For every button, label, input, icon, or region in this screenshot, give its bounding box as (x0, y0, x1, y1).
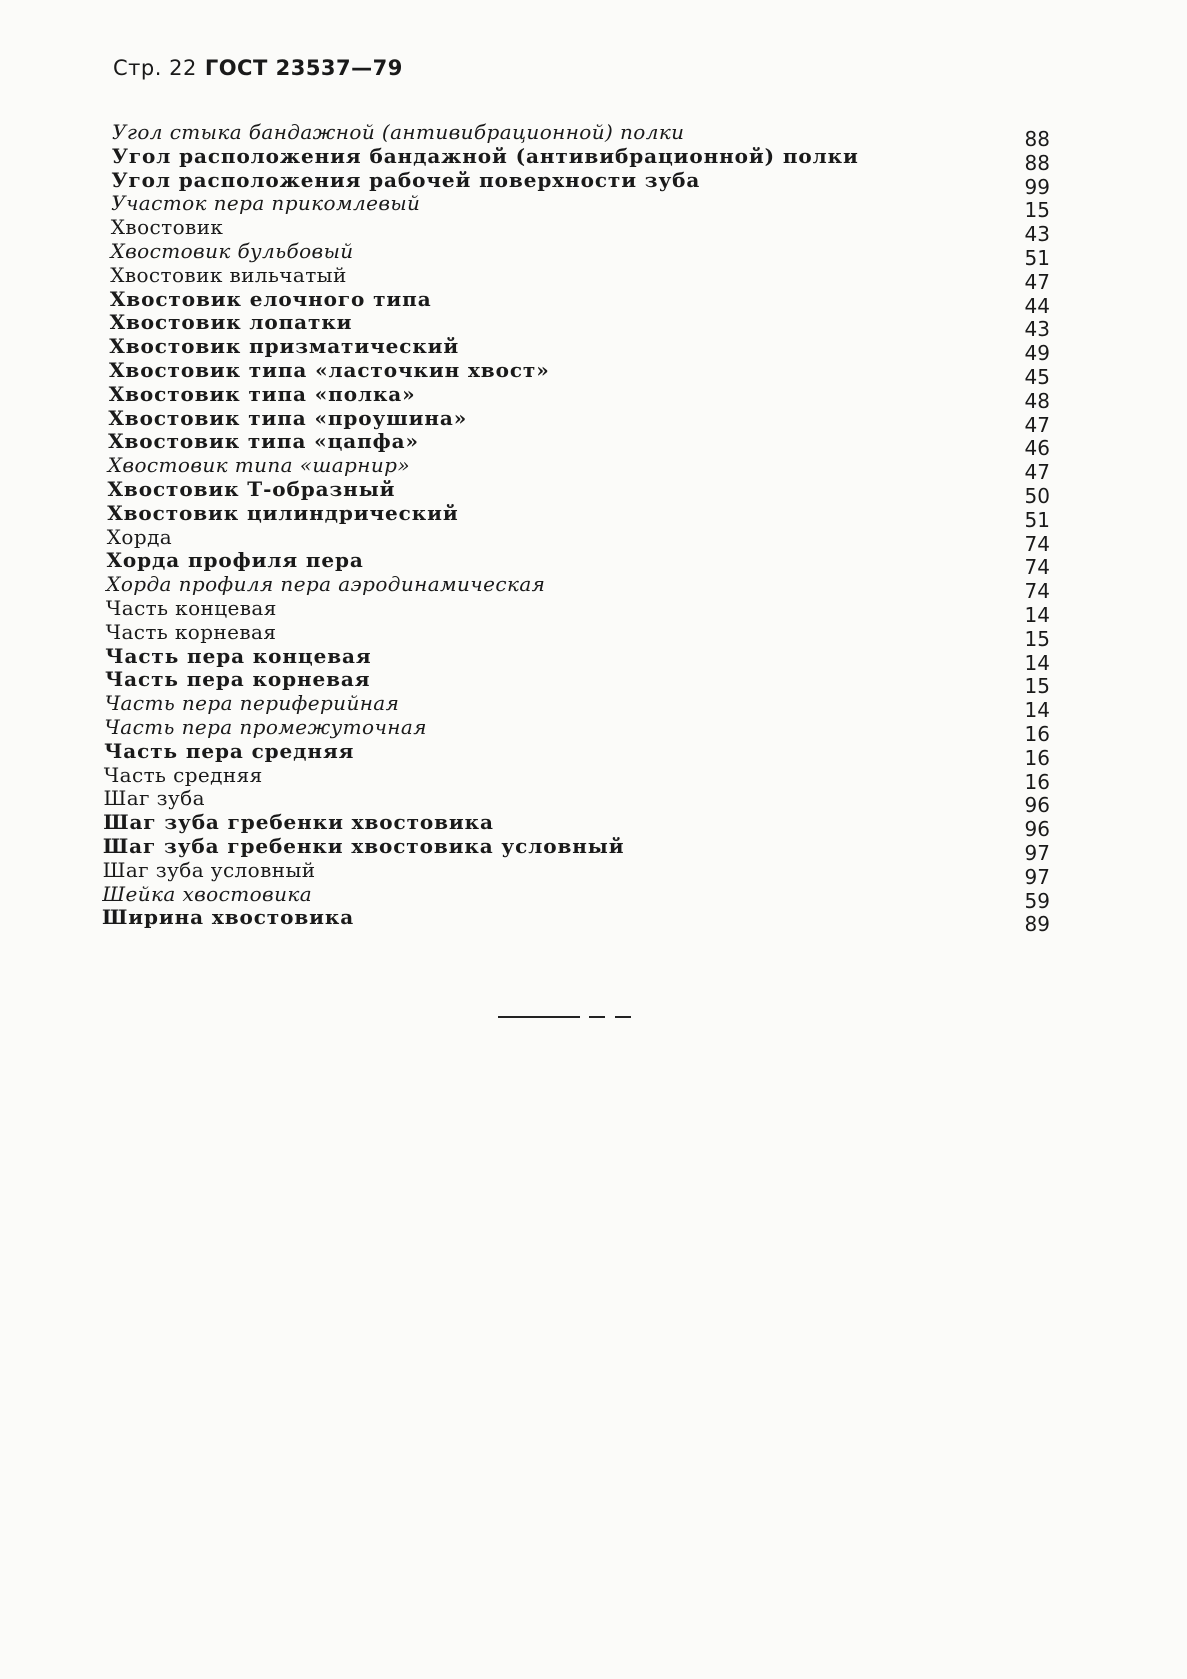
index-entry (0, 476, 1187, 508)
index-page-number: 74 (1024, 579, 1050, 604)
index-entry (0, 762, 1187, 794)
index-term: Часть средняя (103, 762, 263, 787)
index-page-number: 14 (1024, 602, 1050, 627)
index-term: Хвостовик типа «проушина» (108, 405, 468, 430)
index-page-number: 48 (1024, 388, 1050, 413)
index-term: Хвостовик типа «полка» (108, 381, 416, 406)
index-page-number: 97 (1024, 864, 1050, 889)
index-entry (0, 524, 1187, 556)
index-entry (0, 714, 1187, 746)
index-entry (0, 334, 1187, 366)
index-term: Шаг зуба гребенки хвостовика условный (102, 833, 625, 858)
index-page-number: 14 (1024, 650, 1050, 675)
index-entry (0, 572, 1187, 604)
index-page-number: 97 (1024, 840, 1050, 865)
index-term: Хвостовик призматический (109, 334, 460, 359)
index-term: Хвостовик цилиндрический (107, 500, 459, 525)
index-page-number: 50 (1024, 483, 1050, 508)
index-page-number: 59 (1024, 888, 1050, 913)
page-number-label: Стр. 22 (113, 56, 197, 80)
index-term: Хорда профиля пера аэродинамическая (106, 572, 546, 597)
index-term: Часть пера корневая (105, 667, 371, 692)
index-entry (0, 143, 1187, 175)
end-rule-long (498, 1016, 580, 1018)
index-page-number: 15 (1024, 198, 1050, 223)
index-term: Угол стыка бандажной (антивибрационной) полки (112, 120, 685, 144)
index-entry (0, 191, 1187, 223)
index-term: Хорда профиля пера (106, 548, 364, 573)
index-term: Хвостовик лопатки (109, 310, 353, 335)
index-entry (0, 595, 1187, 627)
index-entry (0, 381, 1187, 413)
index-entry (0, 405, 1187, 437)
index-entry (0, 238, 1187, 270)
index-term: Хвостовик типа «ласточкин хвост» (109, 357, 550, 382)
index-entry (0, 833, 1187, 865)
index-page-number: 16 (1024, 721, 1050, 746)
end-rule-dash (589, 1016, 605, 1018)
index-term: Хвостовик вильчатый (110, 262, 347, 287)
index-entry (0, 429, 1187, 461)
index-entry (0, 215, 1187, 247)
index-term: Шаг зуба гребенки хвостовика (103, 810, 494, 835)
index-page-number: 51 (1024, 507, 1050, 532)
index-term: Участок пера прикомлевый (111, 191, 421, 216)
index-entry (0, 905, 1187, 937)
standard-designation: ГОСТ 23537—79 (204, 56, 403, 80)
index-page-number: 88 (1024, 150, 1050, 175)
index-entry (0, 619, 1187, 651)
index-entry (0, 786, 1187, 818)
index-page-number: 74 (1024, 555, 1050, 580)
index-term: Часть пера концевая (105, 643, 372, 668)
index-term: Шаг зуба (103, 786, 205, 811)
index-term: Часть пера промежуточная (104, 714, 427, 739)
index-term: Хвостовик елочного типа (109, 286, 432, 311)
index-term: Часть пера периферийная (104, 691, 400, 716)
index-page-number: 16 (1024, 769, 1050, 794)
index-entry (0, 453, 1187, 485)
index-entry (0, 643, 1187, 675)
index-term: Хвостовик бульбовый (110, 238, 354, 263)
index-entry (0, 548, 1187, 580)
index-page-number: 43 (1024, 222, 1050, 247)
index-term: Часть пера средняя (104, 738, 355, 763)
index-entry (0, 262, 1187, 294)
index-term: Шейка хвостовика (102, 881, 313, 906)
index-page-number: 96 (1024, 793, 1050, 818)
index-entry (0, 738, 1187, 770)
index-term: Хвостовик (110, 215, 224, 240)
index-entry (0, 500, 1187, 532)
index-term: Угол расположения рабочей поверхности зуба (111, 167, 701, 192)
index-term: Часть корневая (105, 619, 277, 644)
index-term: Хвостовик типа «шарнир» (107, 453, 410, 478)
index-entry (0, 810, 1187, 842)
index-term: Хвостовик типа «цапфа» (108, 429, 419, 454)
page-header (113, 56, 403, 80)
index-page-number: 47 (1024, 269, 1050, 294)
index-term: Ширина хвостовика (102, 905, 355, 930)
index-page-number: 43 (1024, 317, 1050, 342)
index-page-number: 14 (1024, 698, 1050, 723)
end-rule-dash (615, 1016, 631, 1018)
index-term: Хвостовик Т-образный (107, 476, 396, 501)
index-entry (0, 357, 1187, 389)
index-page-number: 47 (1024, 412, 1050, 437)
index-page-number: 74 (1024, 531, 1050, 556)
index-page-number: 47 (1024, 460, 1050, 485)
index-term: Часть концевая (105, 595, 277, 620)
index-page-number: 49 (1024, 341, 1050, 366)
index-term: Шаг зуба условный (102, 857, 316, 882)
index-page-number: 15 (1024, 626, 1050, 651)
index-entry (0, 286, 1187, 318)
index-page-number: 46 (1024, 436, 1050, 461)
index-page-number: 51 (1024, 245, 1050, 270)
index-entry (0, 310, 1187, 342)
index-page-number: 88 (1024, 127, 1050, 151)
index-entry (0, 857, 1187, 889)
index-entry (0, 881, 1187, 913)
subject-index (0, 120, 1187, 937)
index-page-number: 99 (1024, 174, 1050, 199)
index-page-number: 45 (1024, 364, 1050, 389)
index-page-number: 15 (1024, 674, 1050, 699)
index-page-number: 96 (1024, 817, 1050, 842)
index-entry (0, 120, 1187, 151)
index-entry (0, 167, 1187, 199)
index-page-number: 44 (1024, 293, 1050, 318)
index-page-number: 89 (1024, 912, 1050, 937)
index-page-number: 16 (1024, 745, 1050, 770)
index-term: Угол расположения бандажной (антивибрационной) полки (111, 143, 859, 168)
index-term: Хорда (106, 524, 173, 549)
index-entry (0, 667, 1187, 699)
index-entry (0, 691, 1187, 723)
